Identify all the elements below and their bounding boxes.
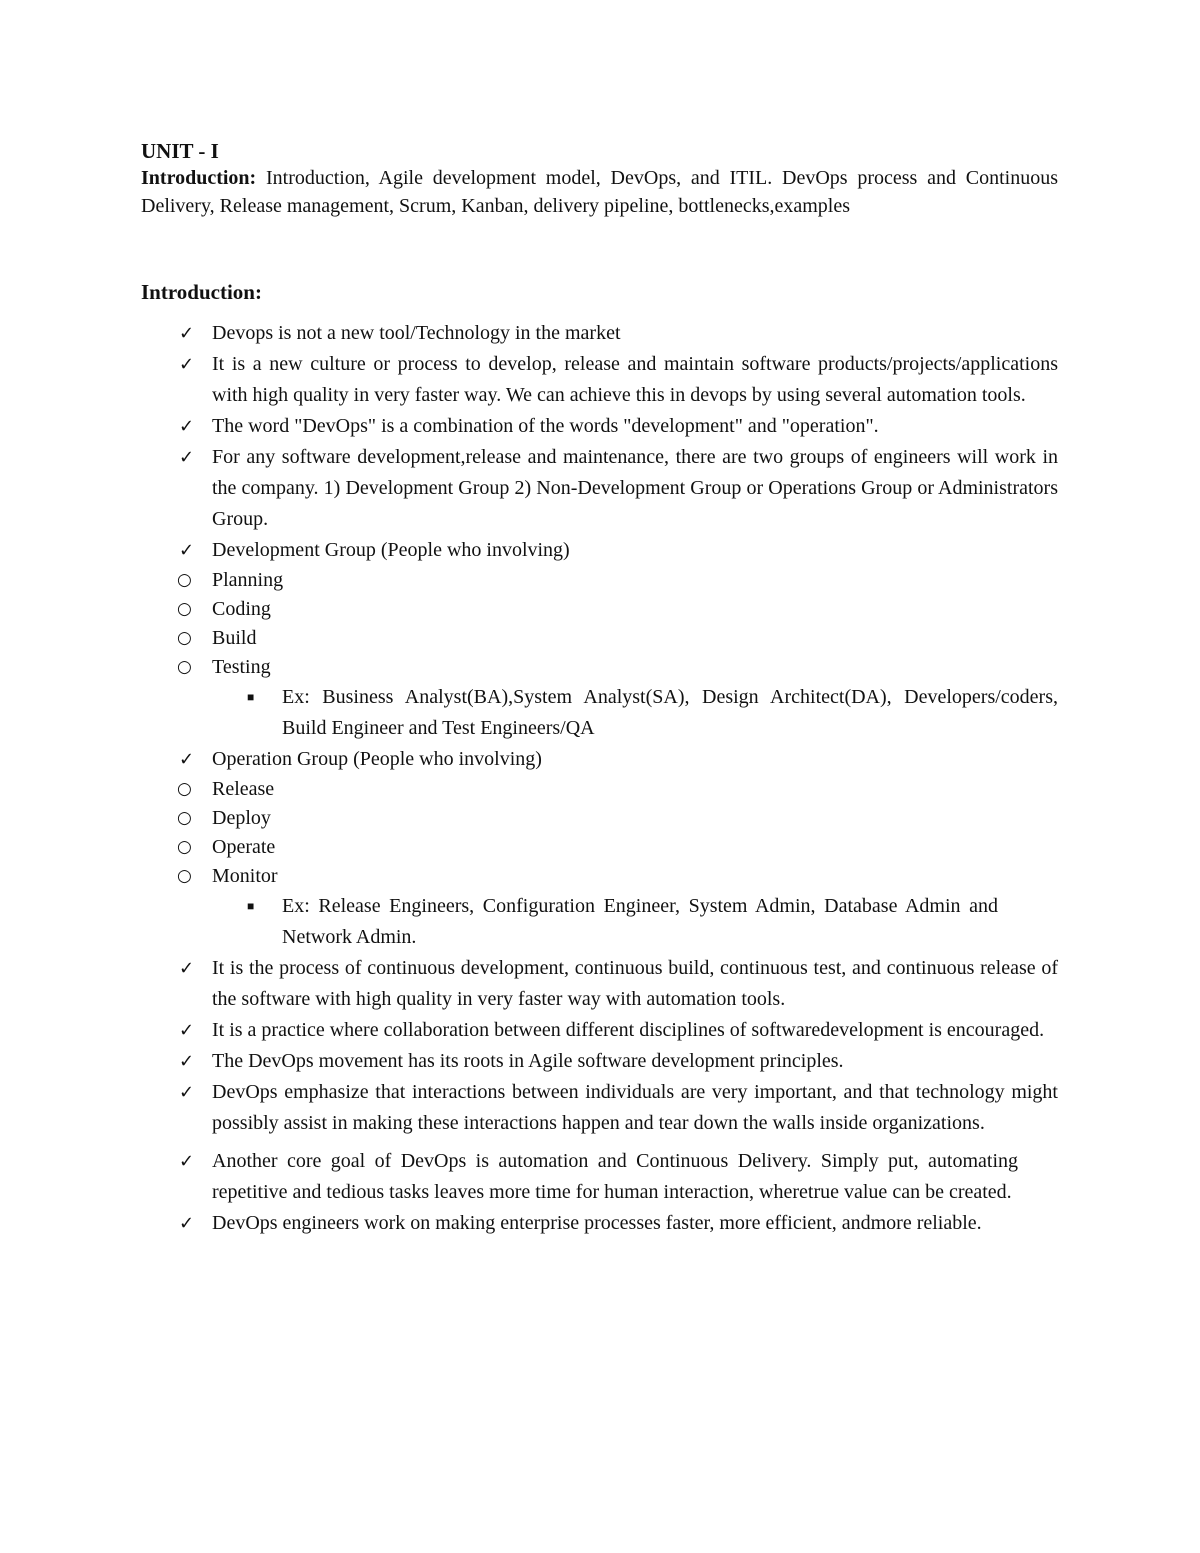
- checkmark-icon: ✓: [179, 354, 195, 375]
- section-heading: Introduction:: [141, 280, 262, 304]
- list-item: ✓ Development Group (People who involving): [141, 535, 1058, 566]
- list-item: ✓ For any software development,release and maintenance, there are two groups of engineers will work in the company. 1) Development Group 2) Non-Development Group or Operations Group or Administrators Group.: [141, 442, 1058, 535]
- square-bullet-icon: ■: [247, 899, 255, 913]
- checkmark-icon: ✓: [179, 749, 195, 770]
- operation-sublist: [141, 775, 1058, 891]
- sub-list-item: ○ Coding: [141, 595, 1058, 624]
- checkmark-icon: ✓: [179, 1213, 195, 1234]
- square-bullet-icon: ■: [247, 690, 255, 704]
- development-sublist: [141, 566, 1058, 682]
- list-item: ✓ Devops is not a new tool/Technology in the market: [141, 318, 1058, 349]
- sub-list-item: ○ Release: [141, 775, 1058, 804]
- checkmark-icon: ✓: [179, 323, 195, 344]
- intro-label: Introduction:: [141, 167, 257, 189]
- document-page: [141, 138, 1058, 1239]
- development-example: ■ Ex: Business Analyst(BA),System Analyst(SA), Design Architect(DA), Developers/coders, Build Engineer and Test Engineers/QA: [141, 682, 1058, 744]
- list-item: ✓ Another core goal of DevOps is automation and Continuous Delivery. Simply put, automating repetitive and tedious tasks leaves more time for human interaction, wheretrue value can be created.: [141, 1146, 1058, 1208]
- circle-bullet-icon: ○: [177, 808, 192, 828]
- checkmark-icon: ✓: [179, 447, 195, 468]
- operation-example: ■ Ex: Release Engineers, Configuration Engineer, System Admin, Database Admin and Network Admin.: [141, 891, 1058, 953]
- list-item: ✓ Operation Group (People who involving): [141, 744, 1058, 775]
- circle-bullet-icon: ○: [177, 779, 192, 799]
- circle-bullet-icon: ○: [177, 657, 192, 677]
- sub-list-item: ○ Operate: [141, 833, 1058, 862]
- sub-list-item: ○ Deploy: [141, 804, 1058, 833]
- intro-topics: Introduction, Agile development model, DevOps, and ITIL. DevOps process and Continuous Delivery, Release management, Scrum, Kanban, delivery pipeline, bottlenecks,examples: [141, 167, 1058, 217]
- unit-title: UNIT - I: [141, 139, 219, 163]
- bullet-list: [141, 318, 1058, 566]
- checkmark-icon: ✓: [179, 1020, 195, 1041]
- checkmark-icon: ✓: [179, 540, 195, 561]
- bullet-list: [141, 953, 1058, 1239]
- circle-bullet-icon: ○: [177, 599, 192, 619]
- sub-list-item: ○ Planning: [141, 566, 1058, 595]
- circle-bullet-icon: ○: [177, 628, 192, 648]
- list-item: ✓ It is the process of continuous development, continuous build, continuous test, and continuous release of the software with high quality in very faster way with automation tools.: [141, 953, 1058, 1015]
- sub-list-item: ○ Build: [141, 624, 1058, 653]
- circle-bullet-icon: ○: [177, 570, 192, 590]
- checkmark-icon: ✓: [179, 1151, 195, 1172]
- circle-bullet-icon: ○: [177, 837, 192, 857]
- sub-list-item: ○ Testing: [141, 653, 1058, 682]
- checkmark-icon: ✓: [179, 1082, 195, 1103]
- list-item: ✓ DevOps engineers work on making enterprise processes faster, more efficient, andmore reliable.: [141, 1208, 1058, 1239]
- list-item: ✓ It is a practice where collaboration between different disciplines of softwaredevelopment is encouraged.: [141, 1015, 1058, 1046]
- list-item: ✓ The DevOps movement has its roots in Agile software development principles.: [141, 1046, 1058, 1077]
- sub-list-item: ○ Monitor: [141, 862, 1058, 891]
- checkmark-icon: ✓: [179, 1051, 195, 1072]
- bullet-list: [141, 744, 1058, 775]
- list-item: ✓ DevOps emphasize that interactions between individuals are very important, and that technology might possibly assist in making these interactions happen and tear down the walls inside organizations.: [141, 1077, 1058, 1139]
- checkmark-icon: ✓: [179, 958, 195, 979]
- list-item: ✓ The word "DevOps" is a combination of the words "development" and "operation".: [141, 411, 1058, 442]
- intro-paragraph: [141, 164, 1058, 220]
- circle-bullet-icon: ○: [177, 866, 192, 886]
- list-item: ✓ It is a new culture or process to develop, release and maintain software products/projects/applications with high quality in very faster way. We can achieve this in devops by using several automation tools.: [141, 349, 1058, 411]
- checkmark-icon: ✓: [179, 416, 195, 437]
